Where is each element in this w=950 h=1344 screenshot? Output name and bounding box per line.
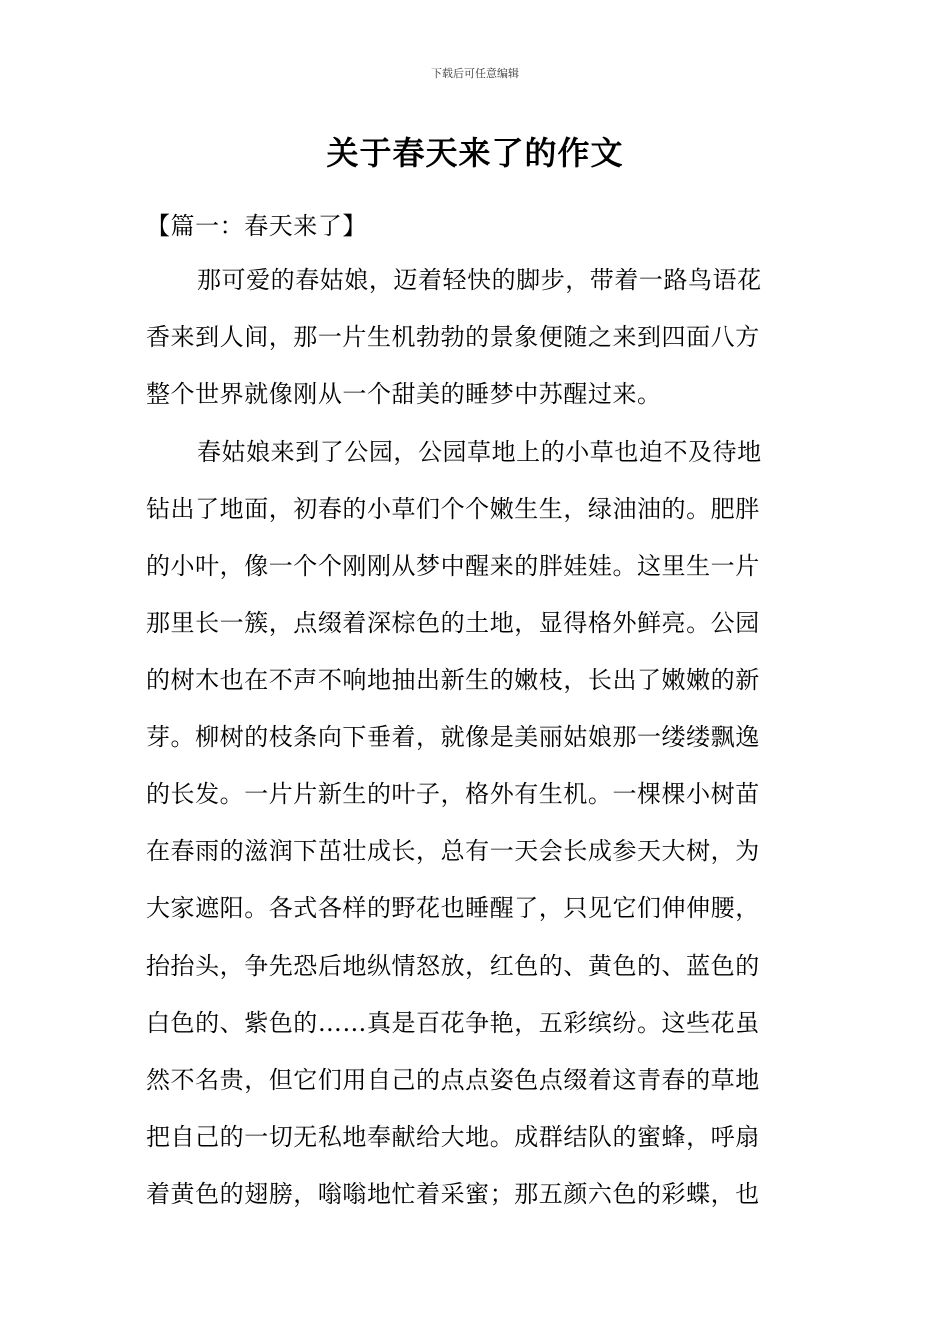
paragraph-line: 整个世界就像刚从一个甜美的睡梦中苏醒过来。 bbox=[146, 380, 662, 408]
paragraph-line: 的小叶，像一个个刚刚从梦中醒来的胖娃娃。这里生一片 bbox=[146, 552, 760, 580]
paragraph-line: 那可爱的春姑娘，迈着轻快的脚步，带着一路鸟语花 bbox=[197, 266, 762, 294]
paragraph-line: 的长发。一片片新生的叶子，格外有生机。一棵棵小树苗 bbox=[146, 780, 760, 808]
paragraph-line: 着黄色的翅膀，嗡嗡地忙着采蜜；那五颜六色的彩蝶，也 bbox=[146, 1180, 760, 1208]
paragraph-line: 芽。柳树的枝条向下垂着，就像是美丽姑娘那一缕缕飘逸 bbox=[146, 723, 760, 751]
paragraph-line: 春姑娘来到了公园，公园草地上的小草也迫不及待地 bbox=[197, 438, 762, 466]
paragraph-line: 大家遮阳。各式各样的野花也睡醒了，只见它们伸伸腰， bbox=[146, 894, 760, 922]
paragraph-line: 那里长一簇，点缀着深棕色的土地，显得格外鲜亮。公园 bbox=[146, 609, 760, 637]
header-note: 下载后可任意编辑 bbox=[431, 67, 519, 80]
page-title: 关于春天来了的作文 bbox=[326, 134, 624, 172]
paragraph-line: 钻出了地面，初春的小草们个个嫩生生，绿油油的。肥胖 bbox=[146, 495, 760, 523]
section-heading: 【篇一：春天来了】 bbox=[146, 212, 367, 240]
paragraph-line: 的树木也在不声不响地抽出新生的嫩枝，长出了嫩嫩的新 bbox=[146, 666, 760, 694]
paragraph-line: 在春雨的滋润下茁壮成长，总有一天会长成参天大树，为 bbox=[146, 837, 760, 865]
paragraph-line: 白色的、紫色的……真是百花争艳，五彩缤纷。这些花虽 bbox=[146, 1009, 760, 1037]
paragraph-line: 然不名贵，但它们用自己的点点姿色点缀着这青春的草地 bbox=[146, 1066, 760, 1094]
paragraph-line: 抬抬头，争先恐后地纵情怒放，红色的、黄色的、蓝色的 bbox=[146, 952, 760, 980]
paragraph-line: 把自己的一切无私地奉献给大地。成群结队的蜜蜂，呼扇 bbox=[146, 1123, 760, 1151]
paragraph-line: 香来到人间，那一片生机勃勃的景象便随之来到四面八方 bbox=[146, 323, 760, 351]
